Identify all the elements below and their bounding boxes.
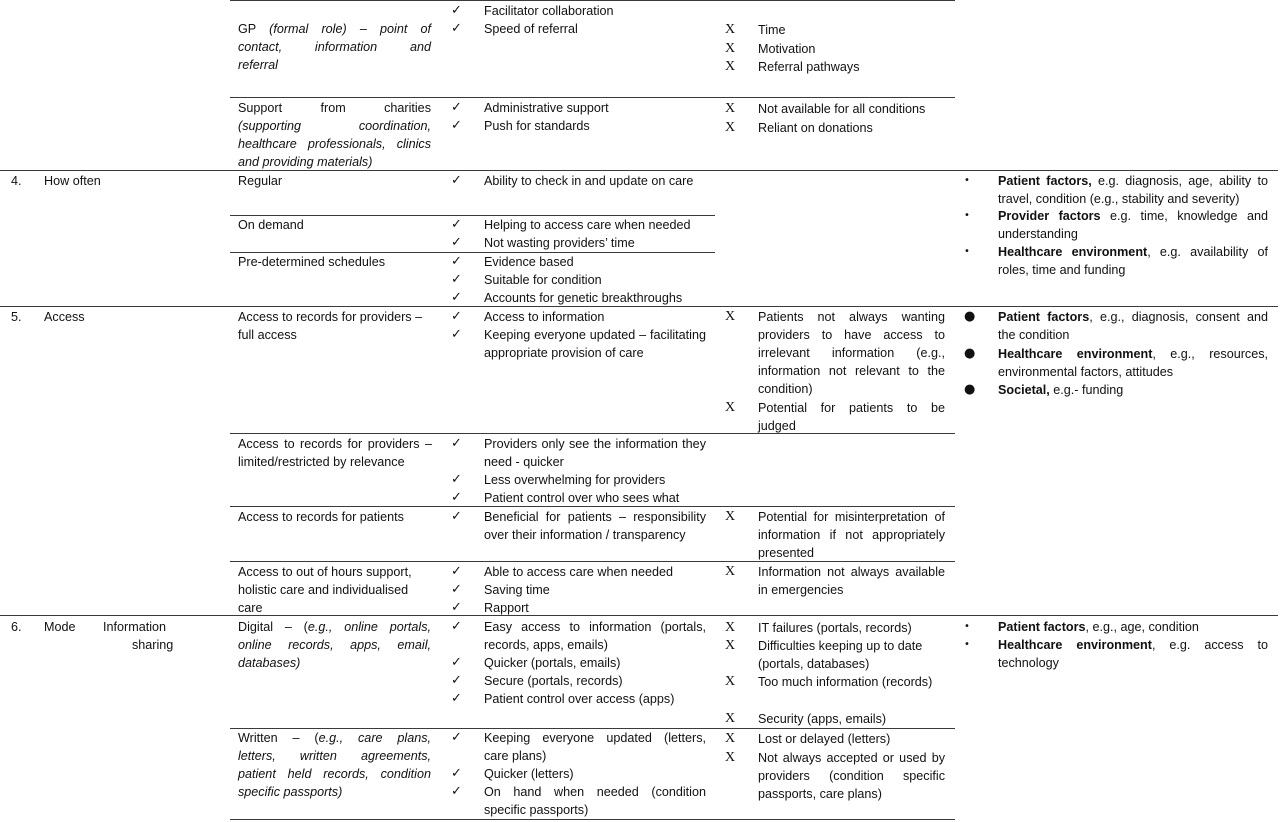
- check-icon: ✓: [451, 509, 462, 524]
- disadvantage-item: Patients not always wanting providers to have access to irrelevant information (e.g., information not relevant to the condition): [758, 310, 945, 396]
- option-label: GP (formal role) – point of contact, information and: [238, 22, 431, 54]
- disadvantage-item: Security (apps, emails): [758, 712, 887, 726]
- check-icon: ✓: [451, 766, 462, 781]
- option-label: On demand: [238, 218, 304, 232]
- cross-icon: X: [725, 41, 736, 56]
- check-icon: ✓: [451, 272, 462, 287]
- advantage-item: Quicker (portals, emails): [484, 656, 621, 670]
- cross-icon: X: [725, 711, 736, 726]
- advantage-item: Able to access care when needed: [484, 565, 674, 579]
- rule: [230, 0, 955, 1]
- factor-name: How often: [44, 174, 101, 188]
- advantage-item: On hand when needed (condition specific passports): [484, 785, 706, 817]
- check-icon: ✓: [451, 3, 462, 18]
- influence-item: Patient factors, e.g., age, condition: [998, 620, 1199, 634]
- check-icon: ✓: [451, 490, 462, 505]
- advantage-item: Access to information: [484, 310, 605, 324]
- option-label-end: referral: [238, 58, 278, 72]
- option-label-end: databases): [238, 656, 301, 670]
- bullet-icon: •: [964, 210, 970, 221]
- check-icon: ✓: [451, 100, 462, 115]
- option-label: Support from charities (supporting coordination, healthcare professionals, clinics: [238, 101, 431, 151]
- check-icon: ✓: [451, 564, 462, 579]
- advantage-item: Providers only see the information they need - quicker: [484, 437, 706, 469]
- option-label-end: and providing materials): [238, 155, 373, 169]
- check-icon: ✓: [451, 673, 462, 688]
- cross-icon: X: [725, 674, 736, 689]
- cross-icon: X: [725, 620, 736, 635]
- factor-name-part: Mode: [44, 620, 76, 634]
- check-icon: ✓: [451, 235, 462, 250]
- cross-icon: X: [725, 564, 736, 579]
- check-icon: ✓: [451, 784, 462, 799]
- cross-icon: X: [725, 120, 736, 135]
- option-label: Access to records for providers – limited/restricted by relevance: [238, 437, 432, 469]
- disadvantage-item: Referral pathways: [758, 60, 860, 74]
- advantage-item: Ability to check in and update on care: [484, 174, 694, 188]
- check-icon: ✓: [451, 582, 462, 597]
- check-icon: ✓: [451, 21, 462, 36]
- option-label: Access to out of hours support, holistic care and individualised care: [238, 565, 412, 615]
- cross-icon: X: [725, 59, 736, 74]
- influence-item: Healthcare environment, e.g., resources, environmental factors, attitudes: [998, 347, 1268, 379]
- disadvantage-item: Not available for all conditions: [758, 102, 926, 116]
- option-label: Access to records for patients: [238, 510, 404, 524]
- cross-icon: X: [725, 101, 736, 116]
- bullet-icon: ●: [964, 309, 976, 324]
- row-divider: [0, 615, 1278, 616]
- row-divider: [0, 170, 1278, 171]
- disadvantage-item: Difficulties keeping up to date (portals, databases): [758, 639, 923, 671]
- disadvantage-item: Motivation: [758, 42, 816, 56]
- influence-item: Provider factors e.g. time, knowledge and understanding: [998, 209, 1268, 241]
- advantage-item: Keeping everyone updated (letters, care plans): [484, 731, 706, 763]
- factor-number: 4.: [11, 174, 22, 188]
- factor-number: 5.: [11, 310, 22, 324]
- cross-icon: X: [725, 731, 736, 746]
- advantage-item: Facilitator collaboration: [484, 4, 614, 18]
- check-icon: ✓: [451, 655, 462, 670]
- advantage-item: Speed of referral: [484, 22, 578, 36]
- bullet-icon: •: [964, 621, 970, 632]
- advantage-item: Accounts for genetic breakthroughs: [484, 291, 683, 305]
- advantage-item: Patient control over access (apps): [484, 692, 675, 706]
- advantage-item: Beneficial for patients – responsibility over their information / transparency: [484, 510, 706, 542]
- influence-item: Patient factors, e.g., diagnosis, consent and the condition: [998, 310, 1268, 342]
- check-icon: ✓: [451, 327, 462, 342]
- check-icon: ✓: [451, 173, 462, 188]
- check-icon: ✓: [451, 254, 462, 269]
- disadvantage-item: Potential for patients to be judged: [758, 401, 945, 433]
- cross-icon: X: [725, 638, 736, 653]
- row-divider: [230, 819, 955, 820]
- advantage-item: Suitable for condition: [484, 273, 602, 287]
- option-label: Pre-determined schedules: [238, 255, 386, 269]
- advantage-item: Not wasting providers’ time: [484, 236, 635, 250]
- bullet-icon: ●: [964, 346, 976, 361]
- advantage-item: Saving time: [484, 583, 550, 597]
- option-label: Digital – (e.g., online portals, online records, apps, email,: [238, 620, 431, 652]
- check-icon: ✓: [451, 217, 462, 232]
- cross-icon: X: [725, 750, 736, 765]
- advantage-item: Helping to access care when needed: [484, 218, 691, 232]
- factor-number: 6.: [11, 620, 22, 634]
- factor-name: Access: [44, 310, 85, 324]
- advantage-item: Quicker (letters): [484, 767, 574, 781]
- influence-item: Healthcare environment, e.g. access to technology: [998, 638, 1268, 670]
- advantage-item: Less overwhelming for providers: [484, 473, 666, 487]
- option-label: Written – (e.g., care plans, letters, written agreements, patient held records, condition: [238, 731, 431, 781]
- disadvantage-item: Time: [758, 23, 786, 37]
- disadvantage-item: Lost or delayed (letters): [758, 732, 891, 746]
- cross-icon: X: [725, 309, 736, 324]
- check-icon: ✓: [451, 619, 462, 634]
- rule: [230, 97, 955, 98]
- check-icon: ✓: [451, 472, 462, 487]
- advantage-item: Patient control over who sees what: [484, 491, 680, 505]
- bullet-icon: •: [964, 639, 970, 650]
- disadvantage-item: Not always accepted or used by providers (condition specific passports, care plans): [758, 751, 945, 801]
- option-label-end: specific passports): [238, 785, 343, 799]
- cross-icon: X: [725, 22, 736, 37]
- influence-item: Patient factors, e.g. diagnosis, age, ability to travel, condition (e.g., stability and severity): [998, 174, 1268, 206]
- cross-icon: X: [725, 509, 736, 524]
- option-label: Regular: [238, 174, 283, 188]
- check-icon: ✓: [451, 691, 462, 706]
- advantage-item: Easy access to information (portals, records, apps, emails): [484, 620, 706, 652]
- check-icon: ✓: [451, 730, 462, 745]
- factor-name-part: Information: [103, 620, 166, 634]
- check-icon: ✓: [451, 436, 462, 451]
- check-icon: ✓: [451, 309, 462, 324]
- disadvantage-item: Reliant on donations: [758, 121, 873, 135]
- disadvantage-item: Too much information (records): [758, 675, 933, 689]
- advantage-item: Secure (portals, records): [484, 674, 623, 688]
- disadvantage-item: Information not always available in emergencies: [758, 565, 945, 597]
- influence-item: Societal, e.g.- funding: [998, 383, 1124, 397]
- bullet-icon: •: [964, 246, 970, 257]
- advantage-item: Push for standards: [484, 119, 590, 133]
- influence-item: Healthcare environment, e.g. availability of roles, time and funding: [998, 245, 1268, 277]
- check-icon: ✓: [451, 118, 462, 133]
- check-icon: ✓: [451, 600, 462, 615]
- advantage-item: Administrative support: [484, 101, 609, 115]
- disadvantage-item: IT failures (portals, records): [758, 621, 912, 635]
- option-label: Access to records for providers – full access: [238, 310, 423, 342]
- disadvantage-item: Potential for misinterpretation of information if not appropriately presented: [758, 510, 945, 560]
- factor-name-part: sharing: [132, 638, 174, 652]
- check-icon: ✓: [451, 290, 462, 305]
- advantage-item: Evidence based: [484, 255, 574, 269]
- cross-icon: X: [725, 400, 736, 415]
- advantage-item: Keeping everyone updated – facilitating appropriate provision of care: [484, 328, 706, 360]
- bullet-icon: ●: [964, 382, 976, 397]
- bullet-icon: •: [964, 175, 970, 186]
- advantage-item: Rapport: [484, 601, 529, 615]
